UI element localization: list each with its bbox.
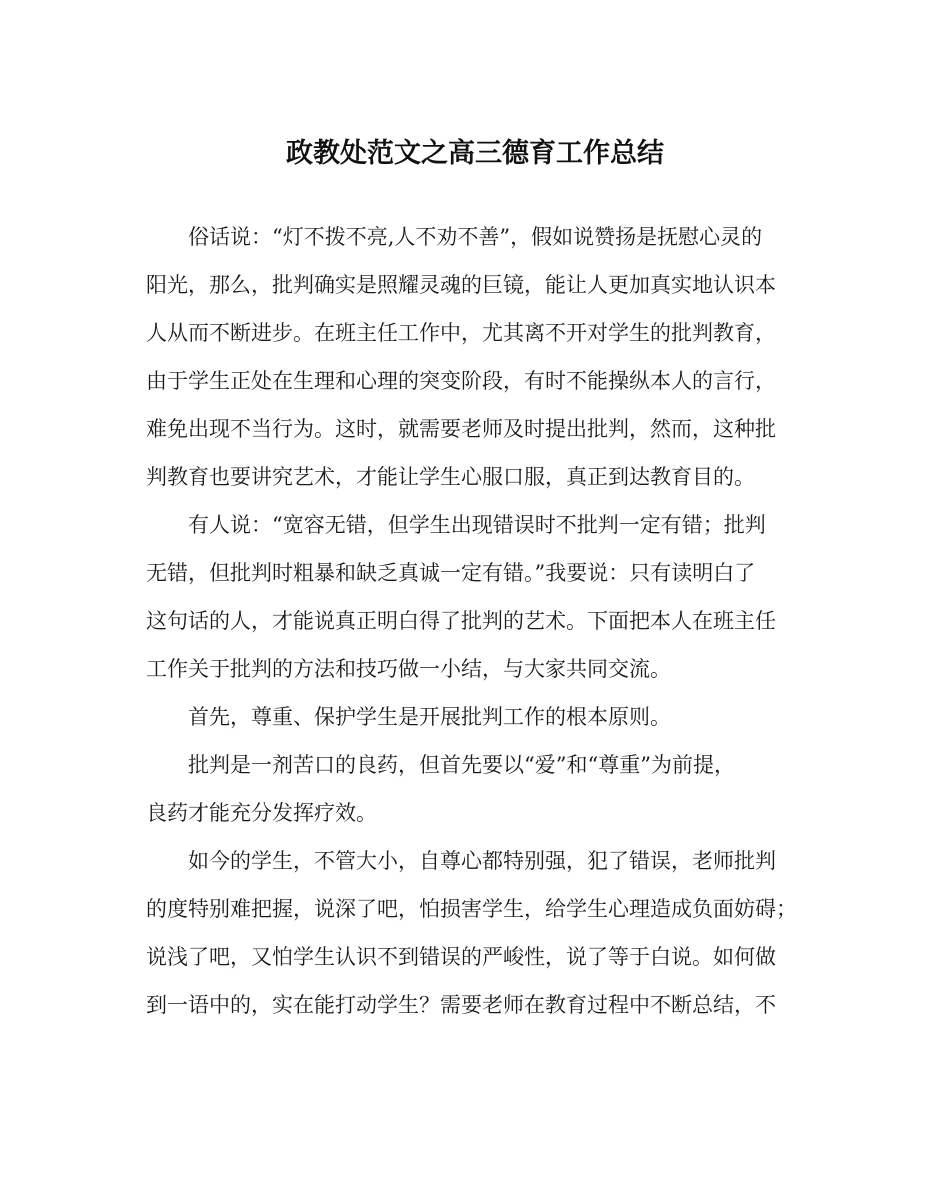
paragraph-line: 到一语中的，实在能打动学生？需要老师在教育过程中不断总结，不 — [146, 993, 776, 1017]
paragraph-line: 的度特别难把握，说深了吧，怕损害学生，给学生心理造成负面妨碍； — [146, 897, 797, 921]
paragraph-line: 阳光，那么，批判确实是照耀灵魂的巨镜，能让人更加真实地认识本 — [146, 273, 776, 297]
document-title: 政教处范文之高三德育工作总结 — [286, 138, 664, 169]
paragraph-line: 首先，尊重、保护学生是开展批判工作的根本原则。 — [188, 705, 671, 729]
paragraph-line: 如今的学生，不管大小，自尊心都特别强，犯了错误，老师批判 — [188, 849, 776, 873]
paragraph-line: 俗话说：“灯不拨不亮,人不劝不善”，假如说赞扬是抚慰心灵的 — [188, 225, 763, 249]
paragraph-line: 无错，但批判时粗暴和缺乏真诚一定有错。”我要说：只有读明白了 — [146, 561, 756, 585]
paragraph-line: 有人说：“宽容无错，但学生出现错误时不批判一定有错；批判 — [188, 513, 766, 537]
paragraph-line: 这句话的人，才能说真正明白得了批判的艺术。下面把本人在班主任 — [146, 609, 776, 633]
paragraph-line: 批判是一剂苦口的良药，但首先要以“爱”和“尊重”为前提， — [188, 753, 735, 777]
paragraph-line: 判教育也要讲究艺术，才能让学生心服口服，真正到达教育目的。 — [146, 465, 755, 489]
paragraph-line: 难免出现不当行为。这时，就需要老师及时提出批判，然而，这种批 — [146, 417, 776, 441]
paragraph-line: 人从而不断进步。在班主任工作中，尤其离不开对学生的批判教育， — [146, 321, 776, 345]
paragraph-line: 说浅了吧，又怕学生认识不到错误的严峻性，说了等于白说。如何做 — [146, 945, 776, 969]
paragraph-line: 工作关于批判的方法和技巧做一小结，与大家共同交流。 — [146, 657, 671, 681]
paragraph-line: 良药才能充分发挥疗效。 — [146, 801, 377, 825]
paragraph-line: 由于学生正处在生理和心理的突变阶段，有时不能操纵本人的言行， — [146, 369, 776, 393]
